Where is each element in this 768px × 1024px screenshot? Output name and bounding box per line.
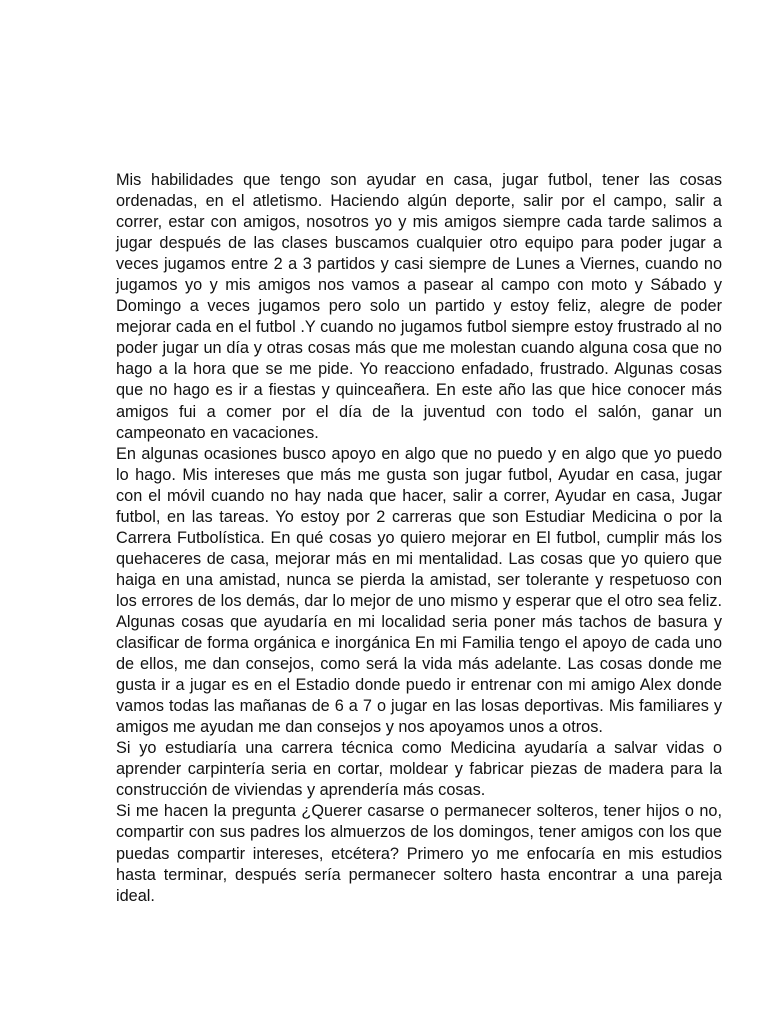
document-body [116, 170, 722, 907]
paragraph-intereses: En algunas ocasiones busco apoyo en algo que no puedo y en algo que yo puedo lo hago. Mis intereses que más me gusta son jugar futbol, Ayudar en casa, jugar con el móvil cuando no hay nada que hacer, salir a correr, Ayudar en casa, Jugar futbol, en las tareas. Yo estoy por 2 carreras que son Estudiar Medicina o por la Carrera Futbolística. En qué cosas yo quiero mejorar en El futbol, cumplir más los quehaceres de casa, mejorar más en mi mentalidad. Las cosas que yo quiero que haiga en una amistad, nunca se pierda la amistad, ser tolerante y respetuoso con los errores de los demás, dar lo mejor de uno mismo y esperar que el otro sea feliz. Algunas cosas que ayudaría en mi localidad seria poner más tachos de basura y clasificar de forma orgánica e inorgánica En mi Familia tengo el apoyo de cada uno de ellos, me dan consejos, como será la vida más adelante. Las cosas donde me gusta ir a jugar es en el Estadio donde puedo ir entrenar con mi amigo Alex donde vamos todas las mañanas de 6 a 7 o jugar en las losas deportivas. Mis familiares y amigos me ayudan me dan consejos y nos apoyamos unos a otros. [116, 444, 722, 737]
paragraph-habilidades: Mis habilidades que tengo son ayudar en casa, jugar futbol, tener las cosas ordenadas, en el atletismo. Haciendo algún deporte, salir por el campo, salir a correr, estar con amigos, nosotros yo y mis amigos siempre cada tarde salimos a jugar después de las clases buscamos cualquier otro equipo para poder jugar a veces jugamos entre 2 a 3 partidos y casi siempre de Lunes a Viernes, cuando no jugamos yo y mis amigos nos vamos a pasear al campo con moto y Sábado y Domingo a veces jugamos pero solo un partido y estoy feliz, alegre de poder mejorar cada en el futbol .Y cuando no jugamos futbol siempre estoy frustrado al no poder jugar un día y otras cosas más que me molestan cuando alguna cosa que no hago a la hora que se me pide. Yo reacciono enfadado, frustrado. Algunas cosas que no hago es ir a fiestas y quinceañera. En este año las que hice conocer más amigos fui a comer por el día de la juventud con todo el salón, ganar un campeonato en vacaciones. [116, 171, 722, 442]
paragraph-carrera-tecnica: Si yo estudiaría una carrera técnica como Medicina ayudaría a salvar vidas o aprender carpintería seria en cortar, moldear y fabricar piezas de madera para la construcción de viviendas y aprendería más cosas. [116, 739, 722, 800]
paragraph-pregunta: Si me hacen la pregunta ¿Querer casarse o permanecer solteros, tener hijos o no, compartir con sus padres los almuerzos de los domingos, tener amigos con los que puedas compartir intereses, etcétera? Primero yo me enfocaría en mis estudios hasta terminar, después sería permanecer soltero hasta encontrar a una pareja ideal. [116, 802, 722, 905]
